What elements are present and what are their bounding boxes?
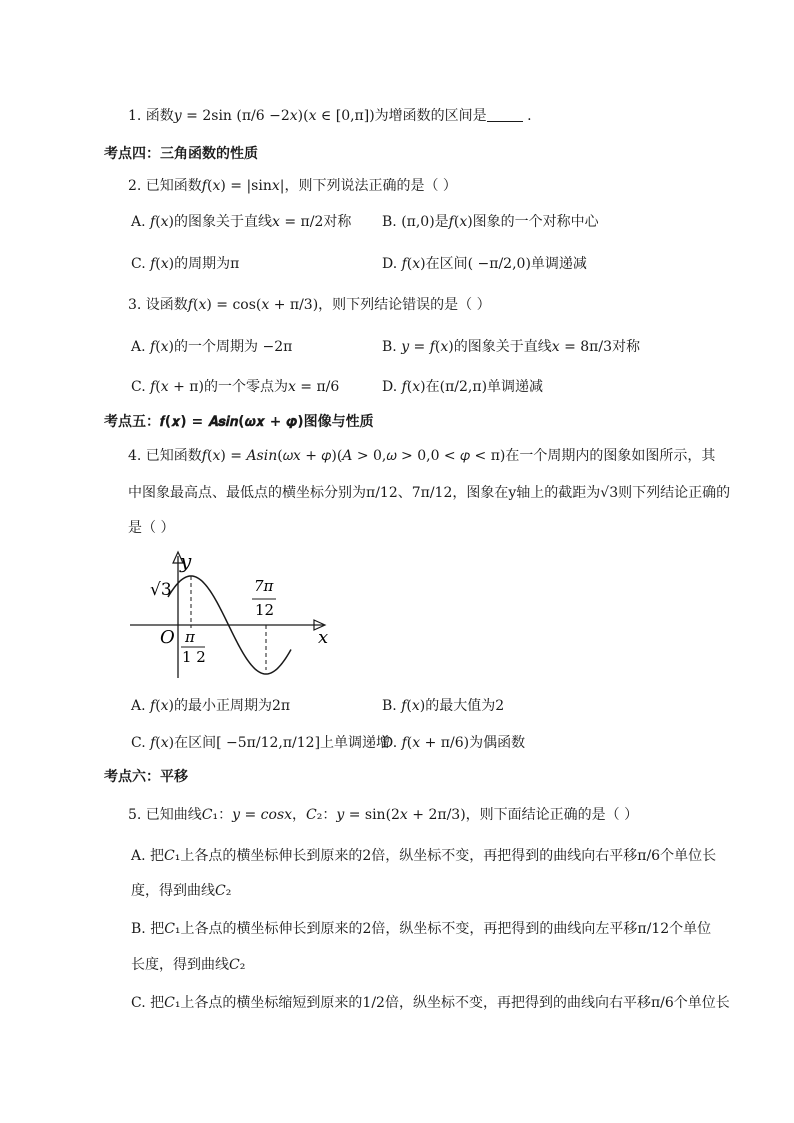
- question-2-option-b: B. (π,0)是𝑓(𝑥)图象的一个对称中心: [382, 214, 599, 230]
- trough-x-denominator: 12: [255, 601, 275, 619]
- section-title-6: 考点六：平移: [104, 769, 188, 785]
- answer-blank: [487, 107, 523, 122]
- question-3-option-b: B. 𝑦 = 𝑓(𝑥)的图象关于直线𝑥 = 8π/3对称: [382, 339, 640, 355]
- question-2-option-c: C. 𝑓(𝑥)的周期为π: [131, 256, 240, 272]
- peak-x-numerator: π: [185, 628, 195, 646]
- question-5-option-c-line-1: C. 把𝐶₁上各点的横坐标缩短到原来的1/2倍，纵坐标不变，再把得到的曲线向右平移π/6个单位长: [131, 995, 730, 1011]
- origin-label: 𝑂: [160, 627, 175, 648]
- question-5-option-a-line-1: A. 把𝐶₁上各点的横坐标伸长到原来的2倍，纵坐标不变，再把得到的曲线向右平移π/6个单位长: [131, 848, 717, 864]
- question-4-option-c: C. 𝑓(𝑥)在区间[ −5π/12,π/12]上单调递增: [131, 735, 391, 751]
- function-graph: [128, 548, 338, 683]
- y-intercept-label: √3: [150, 580, 172, 600]
- question-1-end: .: [527, 108, 532, 124]
- question-4-option-d: D. 𝑓(𝑥 + π/6)为偶函数: [382, 735, 526, 751]
- question-3-option-a: A. 𝑓(𝑥)的一个周期为 −2π: [131, 339, 293, 355]
- question-2-option-d: D. 𝑓(𝑥)在区间( −π/2,0)单调递减: [382, 256, 587, 272]
- question-1: [128, 106, 532, 126]
- question-2-option-a: A. 𝑓(𝑥)的图象关于直线𝑥 = π/2对称: [131, 214, 352, 230]
- peak-x-denominator: 1 2: [182, 648, 206, 666]
- question-3-option-d: D. 𝑓(𝑥)在(π/2,π)单调递减: [382, 379, 544, 395]
- question-5-stem: 5. 已知曲线𝐶₁：𝑦 = 𝑐𝑜𝑠𝑥，𝐶₂：𝑦 = sin(2𝑥 + 2π/3)，则下面结论正确的是（ ）: [128, 807, 639, 823]
- question-5-option-b-line-2: 长度，得到曲线𝐶₂: [131, 957, 246, 973]
- section-title-5: 考点五：𝒇(𝒙) = 𝑨𝒔𝒊𝒏(𝝎𝒙 + 𝝋)图像与性质: [104, 414, 374, 430]
- question-5-option-a-line-2: 度，得到曲线𝐶₂: [131, 883, 232, 899]
- question-4-stem-line-2: 中图象最高点、最低点的横坐标分别为π/12、7π/12，图象在y轴上的截距为√3则下列结论正确的: [128, 485, 731, 501]
- y-axis-label: 𝑦: [180, 549, 192, 573]
- section-title-4: 考点四：三角函数的性质: [104, 146, 258, 162]
- question-5-option-b-line-1: B. 把𝐶₁上各点的横坐标伸长到原来的2倍，纵坐标不变，再把得到的曲线向左平移π/12个单位: [131, 921, 712, 937]
- x-axis-label: 𝑥: [318, 627, 329, 648]
- question-3-option-c: C. 𝑓(𝑥 + π)的一个零点为𝑥 = π/6: [131, 379, 340, 395]
- question-4-stem-line-1: 4. 已知函数𝑓(𝑥) = 𝐴𝑠𝑖𝑛(𝜔𝑥 + 𝜑)(𝐴 > 0,𝜔 > 0,0 < 𝜑 < π)在一个周期内的图象如图所示，其: [128, 448, 716, 464]
- question-1-text: 1. 函数𝑦 = 2sin (π/6 −2𝑥)(𝑥 ∈ [0,π])为增函数的区间是: [128, 108, 487, 124]
- question-4-option-b: B. 𝑓(𝑥)的最大值为2: [382, 698, 505, 714]
- trough-x-numerator: 7π: [254, 577, 274, 595]
- question-2-stem: 2. 已知函数𝑓(𝑥) = |sin𝑥|，则下列说法正确的是（ ）: [128, 178, 457, 194]
- question-3-stem: 3. 设函数𝑓(𝑥) = cos(𝑥 + π/3)，则下列结论错误的是（ ）: [128, 297, 491, 313]
- question-4-option-a: A. 𝑓(𝑥)的最小正周期为2π: [131, 698, 291, 714]
- question-4-stem-line-3: 是（ ）: [128, 520, 175, 536]
